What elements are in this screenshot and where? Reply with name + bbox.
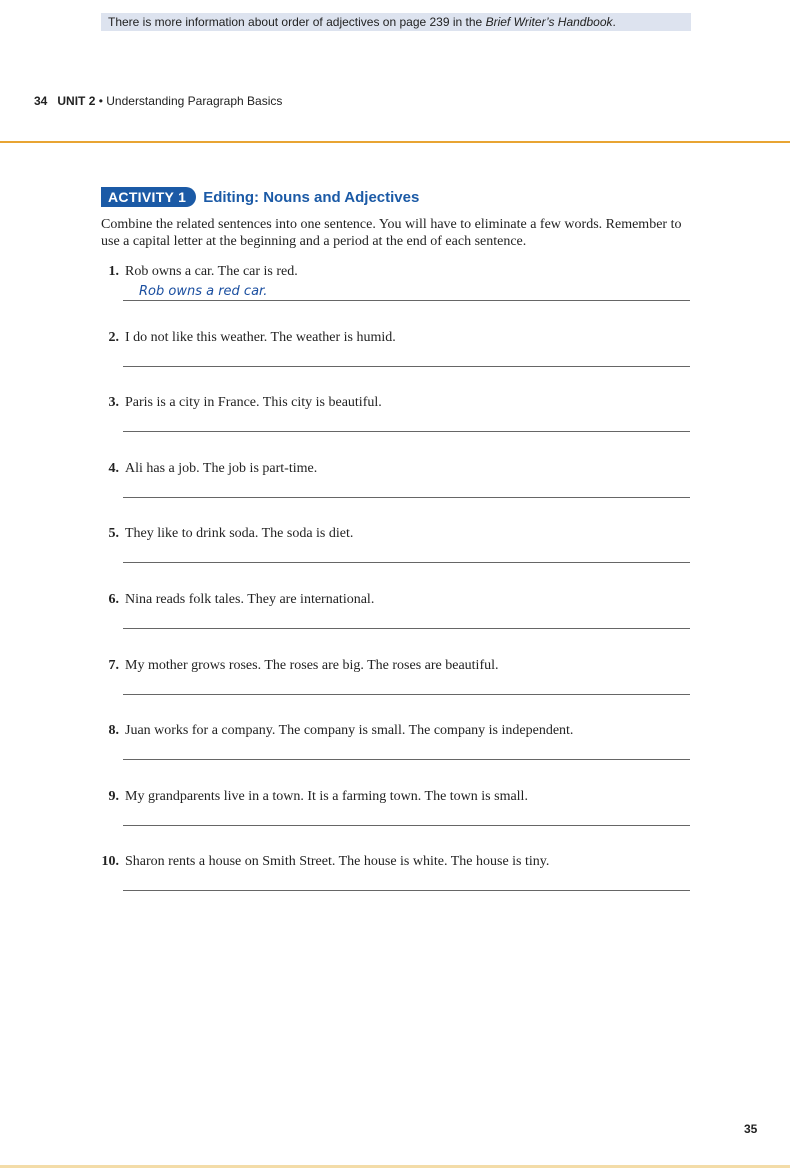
exercise-number: 3. [108, 395, 119, 410]
exercise-item [0, 723, 790, 783]
note-period: . [612, 15, 616, 29]
exercise-number: 2. [108, 330, 119, 345]
note-text: There is more information about order of adjectives on page 239 in the [108, 15, 486, 29]
exercise-item [0, 592, 790, 652]
activity-badge: ACTIVITY 1 [101, 187, 196, 207]
answer-line[interactable] [123, 694, 690, 695]
exercise-item [0, 854, 790, 914]
running-head [34, 94, 282, 108]
exercise-item [0, 526, 790, 586]
running-head-separator: • [95, 94, 107, 108]
header-rule [0, 141, 790, 143]
exercise-sentences: My grandparents live in a town. It is a farming town. The town is small. [125, 789, 528, 804]
sample-answer: Rob owns a red car. [139, 284, 268, 299]
exercise-sentences: Rob owns a car. The car is red. [125, 264, 298, 279]
exercise-item [0, 461, 790, 521]
exercise-number: 1. [108, 264, 119, 279]
answer-line[interactable] [123, 497, 690, 498]
exercise-sentences: They like to drink soda. The soda is diet. [125, 526, 354, 541]
exercise-sentences: I do not like this weather. The weather is humid. [125, 330, 396, 345]
page-number: 35 [744, 1122, 758, 1136]
exercise-sentences: Nina reads folk tales. They are international. [125, 592, 375, 607]
exercise-number: 5. [108, 526, 119, 541]
running-head-section: Understanding Paragraph Basics [106, 94, 283, 108]
activity-instructions: Combine the related sentences into one sentence. You will have to eliminate a few words. Remember to use a capital letter at the beginning and a period at the end of each sentence. [101, 217, 682, 249]
handbook-note [101, 13, 691, 31]
exercise-sentences: Sharon rents a house on Smith Street. The house is white. The house is tiny. [125, 854, 550, 869]
answer-line[interactable] [123, 890, 690, 891]
answer-line[interactable] [123, 562, 690, 563]
running-head-unit: UNIT 2 [57, 94, 96, 108]
activity-heading [101, 187, 419, 207]
answer-line[interactable] [123, 300, 690, 301]
handbook-title: Brief Writer’s Handbook [485, 15, 613, 29]
answer-line[interactable] [123, 628, 690, 629]
exercise-item [0, 330, 790, 390]
exercise-sentences: Juan works for a company. The company is small. The company is independent. [125, 723, 574, 738]
answer-line[interactable] [123, 366, 690, 367]
exercise-sentences: My mother grows roses. The roses are big. The roses are beautiful. [125, 658, 499, 673]
answer-line[interactable] [123, 759, 690, 760]
exercise-sentences: Ali has a job. The job is part-time. [125, 461, 318, 476]
exercise-number: 8. [108, 723, 119, 738]
answer-line[interactable] [123, 431, 690, 432]
exercise-number: 4. [108, 461, 119, 476]
exercise-number: 10. [101, 854, 119, 869]
answer-line[interactable] [123, 825, 690, 826]
exercise-item [0, 789, 790, 849]
exercise-item [0, 264, 790, 324]
activity-title: Editing: Nouns and Adjectives [203, 188, 420, 206]
exercise-number: 9. [108, 789, 119, 804]
exercise-sentences: Paris is a city in France. This city is beautiful. [125, 395, 382, 410]
exercise-item [0, 395, 790, 455]
exercise-number: 7. [108, 658, 119, 673]
running-head-page-number: 34 [34, 94, 48, 108]
exercise-item [0, 658, 790, 718]
exercise-number: 6. [108, 592, 119, 607]
